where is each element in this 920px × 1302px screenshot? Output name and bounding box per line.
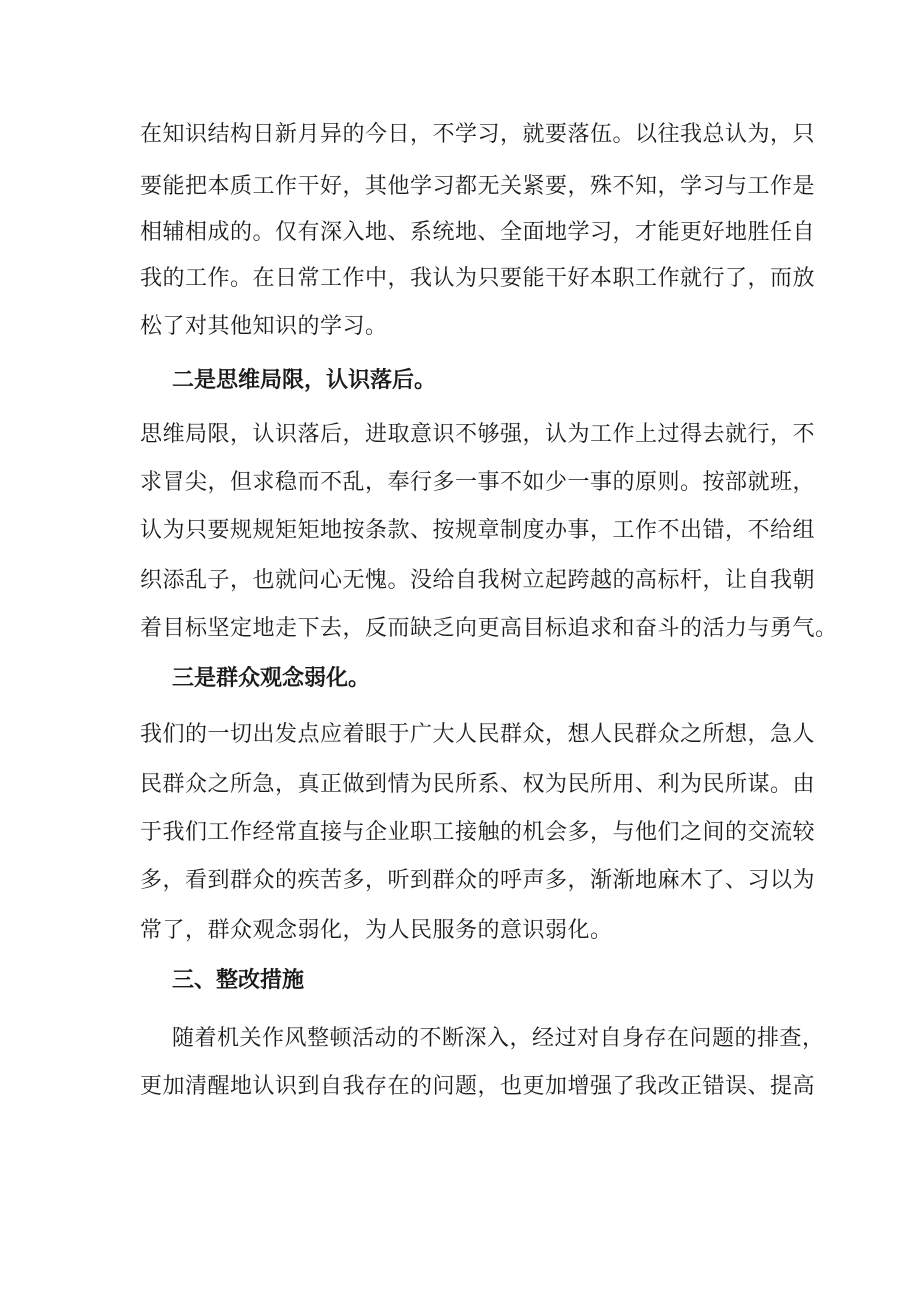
paragraph-1-line-5: 松了对其他知识的学习。 <box>140 314 388 339</box>
paragraph-3-line-3: 于我们工作经常直接与企业职工接触的机会多，与他们之间的交流较 <box>140 820 816 845</box>
paragraph-3-line-2: 民群众之所急，真正做到情为民所系、权为民所用、利为民所谋。由 <box>140 772 816 797</box>
paragraph-3-line-1: 我们的一切出发点应着眼于广大人民群众，想人民群众之所想，急人 <box>140 722 816 747</box>
paragraph-4-line-2: 更加清醒地认识到自我存在的问题，也更加增强了我改正错误、提高 <box>140 1074 816 1099</box>
paragraph-3-line-5: 常了，群众观念弱化，为人民服务的意识弱化。 <box>140 918 613 943</box>
paragraph-2-line-5: 着目标坚定地走下去，反而缺乏向更高目标追求和奋斗的活力与勇气。 <box>140 616 838 641</box>
paragraph-2-line-4: 织添乱子，也就问心无愧。没给自我树立起跨越的高标杆，让自我朝 <box>140 568 816 593</box>
paragraph-1-line-2: 要能把本质工作干好，其他学习都无关紧要，殊不知，学习与工作是 <box>140 174 816 199</box>
section-heading-rectification: 三、整改措施 <box>172 968 305 993</box>
paragraph-3-line-4: 多，看到群众的疾苦多，听到群众的呼声多，渐渐地麻木了、习以为 <box>140 868 816 893</box>
paragraph-1-line-3: 相辅相成的。仅有深入地、系统地、全面地学习，才能更好地胜任自 <box>140 220 816 245</box>
paragraph-4-line-1: 随着机关作风整顿活动的不断深入，经过对自身存在问题的排查， <box>172 1026 825 1051</box>
paragraph-1-line-4: 我的工作。在日常工作中，我认为只要能干好本职工作就行了，而放 <box>140 266 816 291</box>
paragraph-2-line-2: 求冒尖，但求稳而不乱，奉行多一事不如少一事的原则。按部就班， <box>140 470 816 495</box>
heading-mass-concept-weakened: 三是群众观念弱化。 <box>172 666 371 691</box>
paragraph-1-line-1: 在知识结构日新月异的今日，不学习，就要落伍。以往我总认为，只 <box>140 122 816 147</box>
paragraph-2-line-3: 认为只要规规矩矩地按条款、按规章制度办事，工作不出错，不给组 <box>140 518 816 543</box>
paragraph-2-line-1: 思维局限，认识落后，进取意识不够强，认为工作上过得去就行，不 <box>140 422 816 447</box>
heading-thinking-limited: 二是思维局限，认识落后。 <box>172 368 437 393</box>
